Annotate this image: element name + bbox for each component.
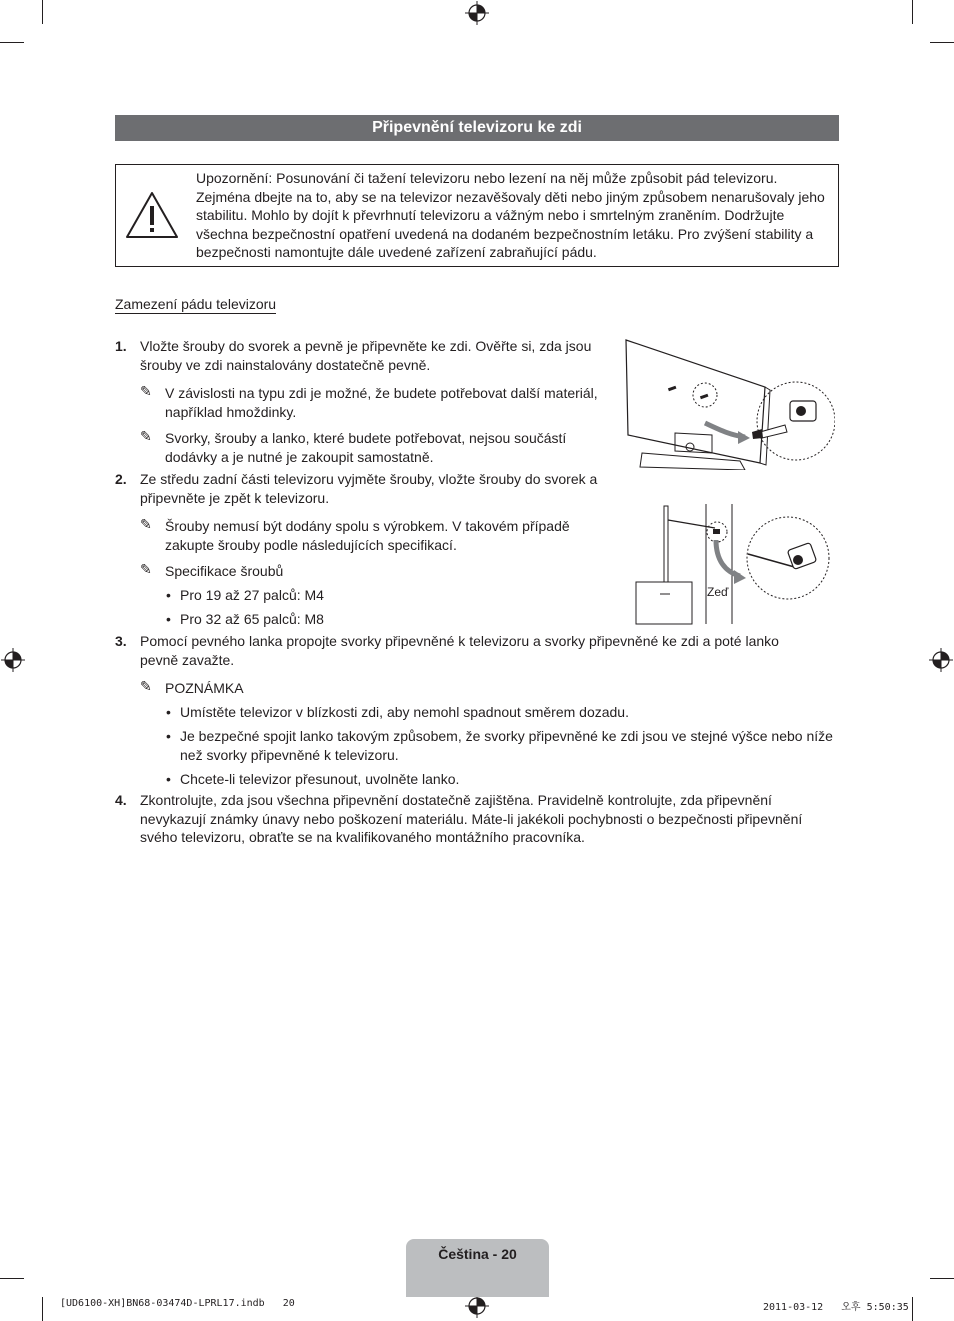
- crop-mark: [42, 0, 43, 24]
- crop-mark: [42, 1297, 43, 1321]
- registration-mark-icon: [929, 648, 953, 672]
- bullet-icon: •: [166, 704, 171, 720]
- warning-label: Upozornění: [196, 170, 269, 186]
- list-item: Pro 32 až 65 palců: M8: [180, 611, 324, 627]
- note-pencil-icon: ✎: [140, 384, 152, 400]
- step-text: Zkontrolujte, zda jsou všechna připevnění dostatečně zajištěna. Pravidelně kontrolujte, zda připevnění nevykazují známky únavy nebo poškození materiálu. Máte-li jakékoli pochybnosti o bezpečnosti připevnění svého televizoru, obraťte se na kvalifikovaného montážního pracovníka.: [140, 792, 803, 846]
- step-number: 1.: [115, 338, 127, 354]
- note-text: Šrouby nemusí být dodány spolu s výrobkem. V takovém případě zakupte šrouby podle následujících specifikací.: [165, 518, 570, 553]
- warning-triangle-icon: [125, 190, 179, 240]
- bullet-icon: •: [166, 728, 171, 744]
- note-pencil-icon: ✎: [140, 679, 152, 695]
- crop-mark: [912, 1297, 913, 1321]
- step-number: 4.: [115, 792, 127, 808]
- file-info: [UD6100-XH]BN68-03474D-LPRL17.indb 20: [60, 1298, 295, 1309]
- step-text: Ze středu zadní části televizoru vyjměte šrouby, vložte šrouby do svorek a připevněte je zpět k televizoru.: [140, 471, 598, 506]
- crop-mark: [0, 42, 24, 43]
- list-item: Chcete-li televizor přesunout, uvolněte lanko.: [180, 771, 460, 787]
- warning-body: : Posunování či tažení televizoru nebo lezení na něj může způsobit pád televizoru. Zejména dbejte na to, aby se na televizor nezavěšovaly děti nebo jiným způsobem nenarušovaly jeho stabilitu. Mohlo by dojít k převrhnutí televizoru a vážným nebo i smrtelným zraněním. Dodržujte všechna bezpečnostní opatření uvedená na dodaném bezpečnostním letáku. Pro zvýšení stability a bezpečnosti namontujte dále uvedené zařízení zabraňující pádu.: [196, 170, 825, 261]
- tv-back-illustration: [620, 335, 835, 470]
- list-item: Je bezpečné spojit lanko takovým způsobem, že svorky připevněné ke zdi jsou ve stejné výšce nebo níže než svorky připevněné k televizoru.: [180, 728, 833, 763]
- bullet-icon: •: [166, 611, 171, 627]
- note-text: Svorky, šrouby a lanko, které budete potřebovat, nejsou součástí dodávky a je nutné je zakoupit samostatně.: [165, 430, 567, 465]
- note-text: V závislosti na typu zdi je možné, že budete potřebovat další materiál, například hmoždinky.: [165, 385, 598, 420]
- crop-mark: [930, 1278, 954, 1279]
- registration-mark-icon: [1, 648, 25, 672]
- tv-side-wall-illustration: [630, 500, 835, 625]
- list-item: Umístěte televizor v blízkosti zdi, aby nemohl spadnout směrem dozadu.: [180, 704, 629, 720]
- step-text: Vložte šrouby do svorek a pevně je připevněte ke zdi. Ověřte si, zda jsou šrouby ve zdi nainstalovány dostatečně pevně.: [140, 338, 592, 373]
- step-number: 2.: [115, 471, 127, 487]
- page-title: Připevnění televizoru ke zdi: [115, 115, 839, 141]
- wall-label: Zeď: [707, 585, 729, 599]
- registration-mark-icon: [465, 1294, 489, 1318]
- list-item: Pro 19 až 27 palců: M4: [180, 587, 324, 603]
- note-pencil-icon: ✎: [140, 517, 152, 533]
- section-heading: Zamezení pádu televizoru: [115, 296, 277, 312]
- bullet-icon: •: [166, 587, 171, 603]
- step-number: 3.: [115, 633, 127, 649]
- crop-mark: [930, 42, 954, 43]
- timestamp: 2011-03-12 오후 5:50:35: [763, 1302, 909, 1313]
- page-number: Čeština - 20: [438, 1246, 517, 1262]
- warning-text: [196, 169, 834, 262]
- page-number-tab: [406, 1239, 549, 1297]
- step-text: Pomocí pevného lanka propojte svorky připevněné k televizoru a svorky připevněné ke zdi a poté lanko pevně zavažte.: [140, 633, 779, 668]
- warning-box: [115, 164, 839, 267]
- crop-mark: [0, 1278, 24, 1279]
- note-text: POZNÁMKA: [165, 680, 244, 696]
- registration-mark-icon: [465, 1, 489, 25]
- crop-mark: [912, 0, 913, 24]
- note-pencil-icon: ✎: [140, 429, 152, 445]
- note-pencil-icon: ✎: [140, 562, 152, 578]
- bullet-icon: •: [166, 771, 171, 787]
- note-text: Specifikace šroubů: [165, 563, 284, 579]
